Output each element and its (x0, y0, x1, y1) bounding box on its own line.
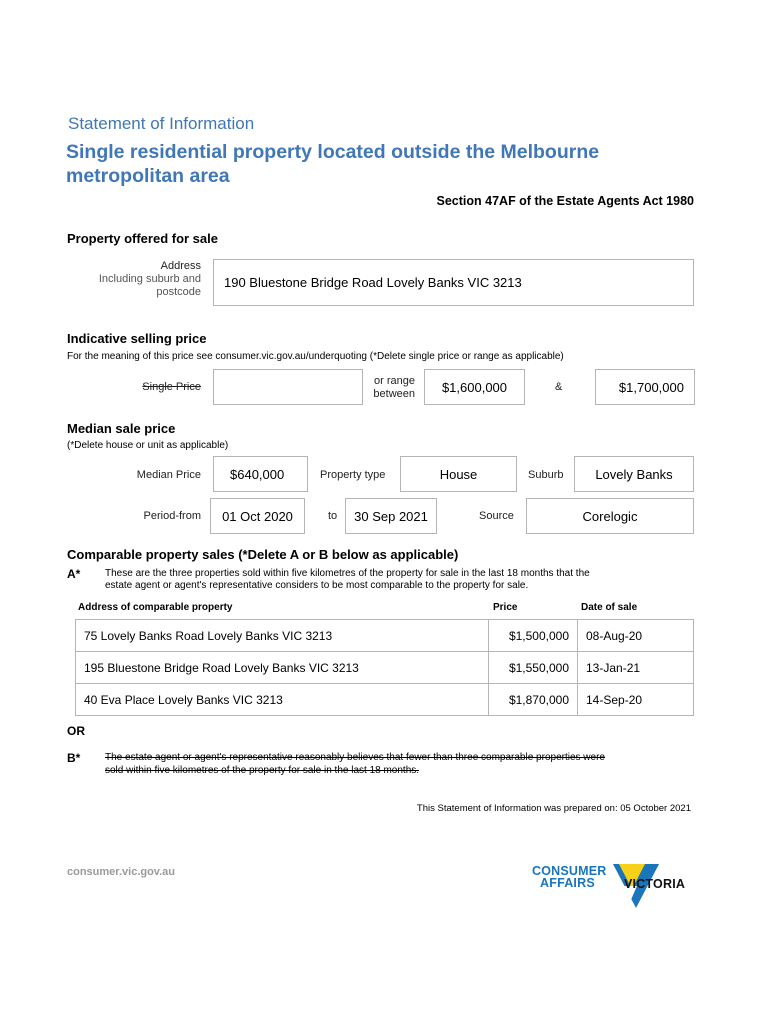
indicative-note: For the meaning of this price see consumer.vic.gov.au/underquoting (*Delete single price or range as applicable) (67, 351, 564, 362)
source-field[interactable]: Corelogic (526, 498, 694, 534)
option-b-marker: B* (67, 751, 81, 765)
comparable-table (75, 619, 694, 716)
range-label (363, 375, 415, 401)
table-row (76, 652, 694, 684)
option-a-marker: A* (67, 567, 81, 581)
property-heading: Property offered for sale (67, 231, 218, 246)
source-label: Source (479, 510, 514, 522)
period-to-label: to (328, 510, 338, 522)
property-type-field[interactable]: House (400, 456, 517, 492)
median-price-label: Median Price (136, 469, 201, 481)
period-to-field[interactable]: 30 Sep 2021 (345, 498, 437, 534)
footer-website[interactable]: consumer.vic.gov.au (67, 866, 176, 878)
prepared-date: This Statement of Information was prepared on: 05 October 2021 (416, 803, 691, 814)
comp-price-cell[interactable]: $1,550,000 (489, 652, 578, 684)
or-separator: OR (67, 724, 85, 738)
comp-address-cell[interactable]: 40 Eva Place Lovely Banks VIC 3213 (76, 684, 489, 716)
period-from-label: Period-from (143, 510, 201, 522)
comparable-heading: Comparable property sales (*Delete A or B below as applicable) (67, 547, 459, 562)
document-supertitle: Statement of Information (68, 114, 255, 133)
address-label (60, 260, 201, 299)
range-label-line-1: or range (374, 375, 415, 387)
suburb-field[interactable]: Lovely Banks (574, 456, 694, 492)
logo-text (532, 865, 607, 889)
option-b-text-line-2: sold within five kilometres of the property for sale in the last 18 months. (105, 765, 420, 776)
option-a-text-line-1: These are the three properties sold within five kilometres of the property for sale in the last 18 months that the (105, 568, 590, 579)
range-low-field[interactable]: $1,600,000 (424, 369, 525, 405)
property-type-label: Property type (320, 469, 386, 481)
comp-date-cell[interactable]: 14-Sep-20 (578, 684, 694, 716)
period-from-field[interactable]: 01 Oct 2020 (210, 498, 305, 534)
comp-date-cell[interactable]: 08-Aug-20 (578, 620, 694, 652)
indicative-heading: Indicative selling price (67, 331, 207, 346)
single-price-label: Single Price (142, 381, 201, 393)
median-heading: Median sale price (67, 421, 176, 436)
range-and: & (555, 381, 563, 393)
comp-date-cell[interactable]: 13-Jan-21 (578, 652, 694, 684)
logo-line-consumer: CONSUMER (532, 864, 607, 878)
option-b-text-line-1: The estate agent or agent's representative reasonably believes that fewer than three comparable properties were (105, 752, 605, 763)
address-label-line-2: Including suburb and (98, 273, 201, 285)
median-price-field[interactable]: $640,000 (213, 456, 308, 492)
option-a-text (105, 568, 590, 592)
option-b-text (105, 751, 605, 777)
table-row (76, 684, 694, 716)
act-reference: Section 47AF of the Estate Agents Act 1980 (436, 194, 694, 208)
single-price-field[interactable] (213, 369, 363, 405)
range-label-line-2: between (373, 388, 415, 400)
title-line-1: Single residential property located outside the Melbourne (66, 141, 600, 163)
table-row (76, 620, 694, 652)
comp-address-cell[interactable]: 75 Lovely Banks Road Lovely Banks VIC 3213 (76, 620, 489, 652)
range-high-field[interactable]: $1,700,000 (595, 369, 695, 405)
col-header-price: Price (493, 602, 518, 613)
logo-line-affairs: AFFAIRS (540, 876, 595, 890)
consumer-affairs-victoria-logo (530, 860, 700, 912)
col-header-address: Address of comparable property (78, 602, 233, 613)
comp-address-cell[interactable]: 195 Bluestone Bridge Road Lovely Banks VIC 3213 (76, 652, 489, 684)
address-label-line-3: postcode (156, 286, 201, 298)
median-note: (*Delete house or unit as applicable) (67, 440, 229, 451)
comp-price-cell[interactable]: $1,500,000 (489, 620, 578, 652)
suburb-label: Suburb (528, 469, 564, 481)
option-a-text-line-2: estate agent or agent's representative considers to be most comparable to the property for sale. (105, 580, 529, 591)
document-title (66, 140, 599, 188)
address-field[interactable]: 190 Bluestone Bridge Road Lovely Banks VIC 3213 (213, 259, 694, 306)
comp-price-cell[interactable]: $1,870,000 (489, 684, 578, 716)
col-header-date: Date of sale (581, 602, 638, 613)
address-label-line-1: Address (160, 260, 201, 272)
title-line-2: metropolitan area (66, 165, 230, 187)
logo-victoria-word: VICTORIA (624, 877, 686, 891)
